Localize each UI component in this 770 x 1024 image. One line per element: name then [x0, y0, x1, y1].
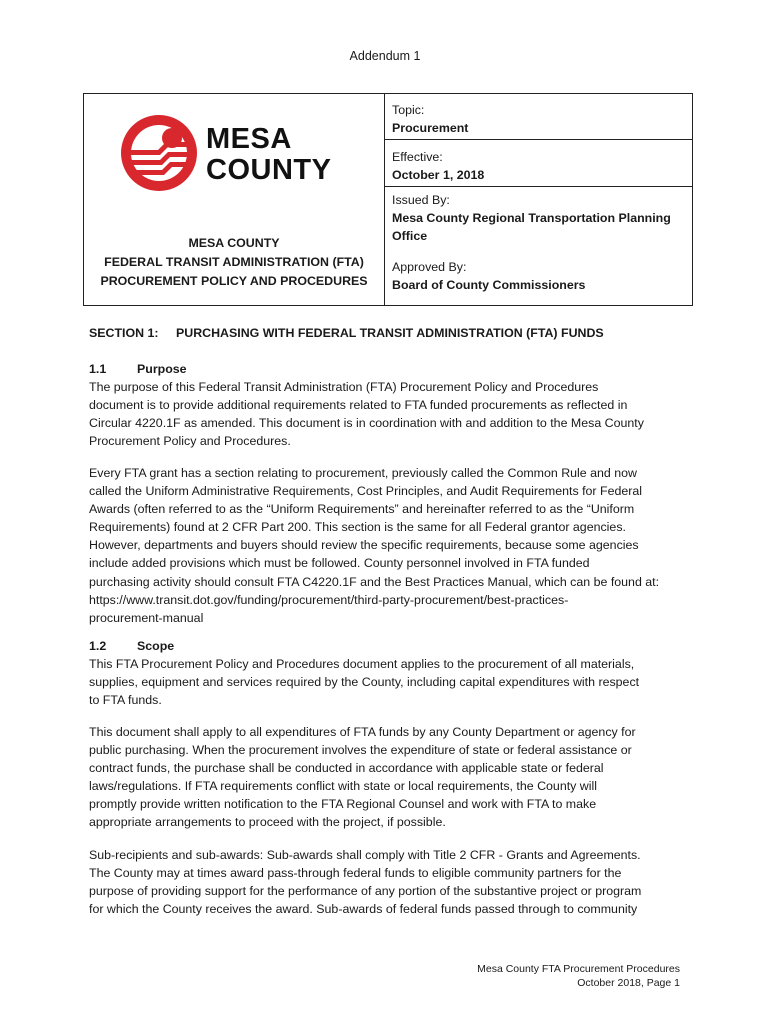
text-line: laws/regulations. If FTA requirements conflict with state or local requirements, the County will — [89, 779, 597, 794]
text-line: Requirements) found at 2 CFR Part 200. This section is the same for all Federal grantor agencies. — [89, 520, 626, 535]
addendum-label: Addendum 1 — [349, 49, 421, 63]
effective-value: October 1, 2018 — [392, 168, 485, 182]
footer-line-2: October 2018, Page 1 — [577, 977, 680, 989]
issued-label: Issued By: — [392, 193, 450, 207]
text-line: Awards (often referred to as the “Uniform Requirements” and hereinafter referred to as the “Uniform — [89, 502, 635, 517]
section-number: SECTION 1: — [89, 326, 159, 340]
scope-number: 1.2 — [89, 639, 107, 653]
text-line: purpose of providing support for the performance of any portion of the substantive project or program — [89, 884, 642, 899]
section-title: PURCHASING WITH FEDERAL TRANSIT ADMINISTRATION (FTA) FUNDS — [176, 326, 604, 340]
topic-label: Topic: — [392, 103, 425, 117]
footer-line-1: Mesa County FTA Procurement Procedures — [477, 963, 680, 975]
text-line: contract funds, the purchase shall be conducted in accordance with applicable state or federal — [89, 761, 604, 776]
text-line: However, departments and buyers should review the specific requirements, because some agencies — [89, 538, 639, 553]
text-line: Every FTA grant has a section relating to procurement, previously called the Common Rule and now — [89, 466, 637, 480]
text-line: The County may at times award pass-through federal funds to eligible community partners for the — [89, 866, 622, 881]
issued-value-line-1: Mesa County Regional Transportation Planning — [392, 211, 671, 225]
topic-cell — [384, 94, 692, 140]
url-line: https://www.transit.dot.gov/funding/procurement/third-party-procurement/best-practices- — [89, 592, 569, 607]
section-heading — [89, 326, 689, 340]
text-line: called the Uniform Administrative Requirements, Cost Principles, and Audit Requirements for Federal — [89, 484, 643, 499]
header-table — [83, 93, 693, 306]
text-line: Circular 4220.1F as amended. This document is in coordination with and addition to the Mesa County — [89, 416, 644, 431]
topic-value: Procurement — [392, 121, 469, 135]
scope-paragraph-2 — [89, 723, 669, 832]
text-line: include added provisions which must be followed. County personnel involved in FTA funded — [89, 556, 590, 571]
header-left-cell — [84, 94, 385, 305]
effective-cell — [384, 140, 692, 187]
scope-heading — [89, 637, 669, 655]
policy-title — [84, 234, 384, 291]
logo-line-1: MESA — [206, 123, 292, 155]
issued-value-line-2: Office — [392, 229, 428, 243]
text-line: This FTA Procurement Policy and Procedures document applies to the procurement of all materials, — [89, 657, 635, 672]
text-line: public purchasing. When the procurement involves the expenditure of state or federal assistance or — [89, 743, 632, 758]
policy-title-line-1: MESA COUNTY — [188, 236, 280, 250]
purpose-paragraph-1 — [89, 378, 669, 450]
purpose-title: Purpose — [137, 362, 187, 376]
header-right-cell — [384, 94, 692, 305]
text-line: appropriate arrangements to proceed with the project, if possible. — [89, 815, 446, 830]
text-line: supplies, equipment and services required by the County, including capital expenditures with respect — [89, 675, 640, 690]
url-line: procurement-manual — [89, 610, 204, 625]
scope-paragraph-3 — [89, 846, 669, 918]
approved-by-cell — [384, 252, 692, 305]
purpose-heading — [89, 360, 669, 378]
purpose-paragraph-2 — [89, 464, 669, 627]
effective-label: Effective: — [392, 150, 443, 164]
text-line: This document shall apply to all expenditures of FTA funds by any County Department or agency for — [89, 725, 636, 739]
text-line: purchasing activity should consult FTA C4220.1F and the Best Practices Manual, which can be found at: — [89, 574, 660, 589]
mesa-county-emblem-icon — [114, 112, 204, 194]
text-line: Procurement Policy and Procedures. — [89, 434, 291, 449]
approved-label: Approved By: — [392, 260, 467, 274]
text-line: for which the County receives the award. Sub-awards of federal funds passed through to community — [89, 902, 638, 917]
policy-title-line-3: PROCUREMENT POLICY AND PROCEDURES — [100, 274, 368, 288]
scope-title: Scope — [137, 639, 175, 653]
purpose-section — [89, 360, 669, 450]
text-line: The purpose of this Federal Transit Administration (FTA) Procurement Policy and Procedures — [89, 380, 599, 395]
text-line: promptly provide written notification to the FTA Regional Counsel and work with FTA to make — [89, 797, 597, 812]
text-line: document is to provide additional requirements related to FTA funded procurements as reflected in — [89, 398, 628, 413]
text-line: Sub-recipients and sub-awards: Sub-awards shall comply with Title 2 CFR - Grants and Agreements. — [89, 848, 641, 862]
mesa-county-logo — [114, 112, 384, 194]
policy-title-line-2: FEDERAL TRANSIT ADMINISTRATION (FTA) — [104, 255, 364, 269]
logo-wordmark — [206, 124, 331, 186]
scope-section — [89, 637, 669, 709]
logo-line-2: COUNTY — [206, 154, 332, 186]
approved-value: Board of County Commissioners — [392, 278, 586, 292]
page-footer — [477, 962, 680, 990]
purpose-number: 1.1 — [89, 362, 107, 376]
issued-by-cell — [384, 187, 692, 252]
text-line: to FTA funds. — [89, 693, 162, 708]
scope-paragraph-1 — [89, 655, 669, 709]
